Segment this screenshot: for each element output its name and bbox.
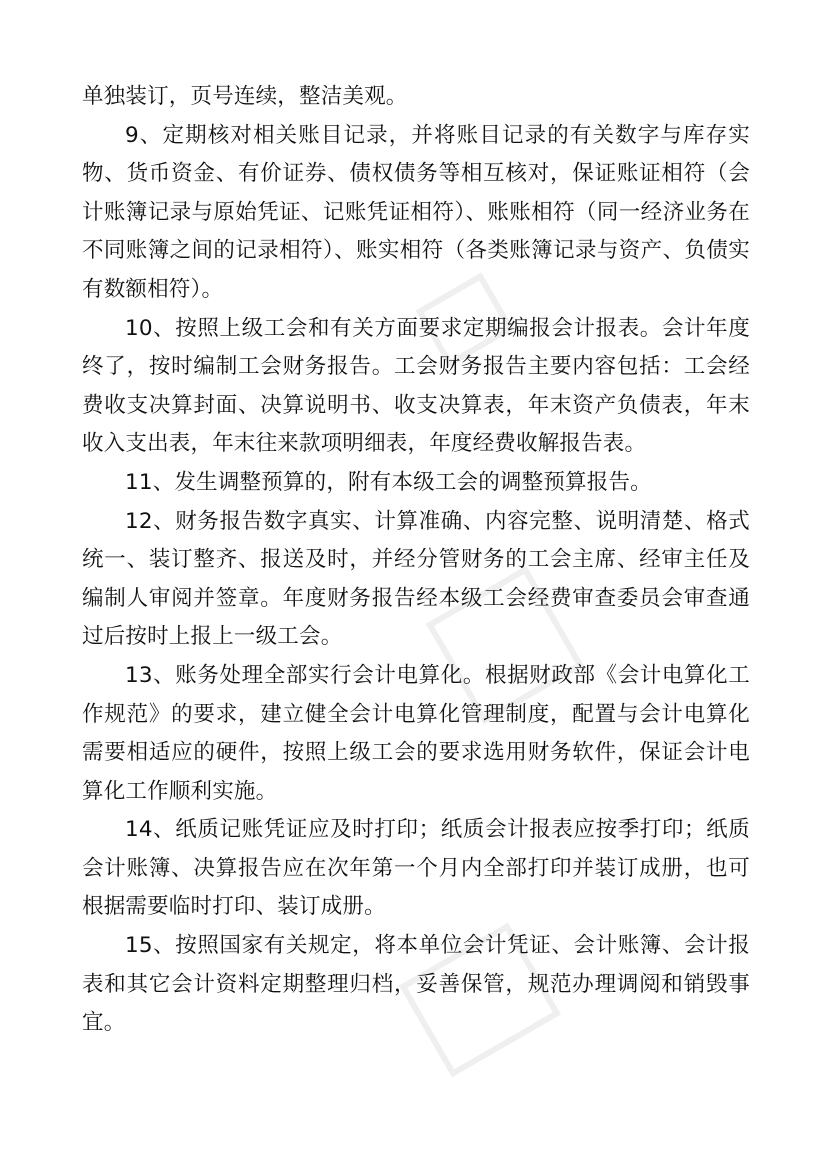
- paragraph-item-9: 9、定期核对相关账目记录，并将账目记录的有关数字与库存实物、货币资金、有价证券、债权债务等相互核对，保证账证相符（会计账簿记录与原始凭证、记账凭证相符）、账账相符（同一经济业务在不同账簿之间的记录相符）、账实相符（各类账簿记录与资产、负债实有数额相符）。: [82, 122, 750, 302]
- paragraph-item-15: 15、按照国家有关规定，将本单位会计凭证、会计账簿、会计报表和其它会计资料定期整理归档，妥善保管，规范办理调阅和销毁事宜。: [82, 933, 750, 1036]
- paragraph-item-11: 11、发生调整预算的，附有本级工会的调整预算报告。: [125, 469, 652, 495]
- paragraph-item-10: 10、按照上级工会和有关方面要求定期编报会计报表。会计年度终了，按时编制工会财务报告。工会财务报告主要内容包括：工会经费收支决算封面、决算说明书、收支决算表，年末资产负债表，年末收入支出表，年末往来款项明细表，年度经费收解报告表。: [82, 315, 750, 457]
- paragraph-item-14: 14、纸质记账凭证应及时打印；纸质会计报表应按季打印；纸质会计账簿、决算报告应在次年第一个月内全部打印并装订成册，也可根据需要临时打印、装订成册。: [82, 817, 750, 920]
- paragraph-continuation: 单独装订，页号连续，整洁美观。: [82, 84, 408, 109]
- paragraph-item-13: 13、账务处理全部实行会计电算化。根据财政部《会计电算化工作规范》的要求，建立健全会计电算化管理制度，配置与会计电算化需要相适应的硬件，按照上级工会的要求选用财务软件，保证会计电算化工作顺利实施。: [82, 662, 750, 804]
- paragraph-item-12: 12、财务报告数字真实、计算准确、内容完整、说明清楚、格式统一、装订整齐、报送及时，并经分管财务的工会主席、经审主任及编制人审阅并签章。年度财务报告经本级工会经费审查委员会审查通过后按时上报上一级工会。: [82, 508, 750, 650]
- document-body: [82, 78, 750, 1043]
